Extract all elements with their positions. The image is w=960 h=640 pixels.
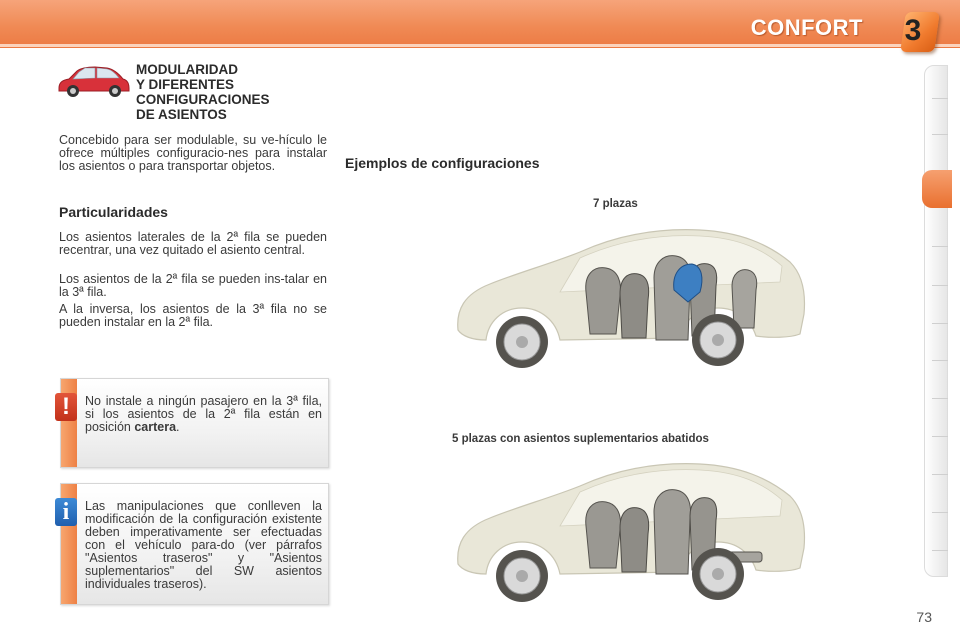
tab-active-chapter[interactable] [922, 170, 952, 208]
tab-marker[interactable] [932, 550, 948, 551]
particularidades-paragraph-1: Los asientos laterales de la 2ª fila se pueden recentrar, una vez quitado el asiento central. [59, 230, 327, 257]
config-5-caption: 5 plazas con asientos suplementarios abatidos [452, 433, 709, 445]
tab-marker[interactable] [932, 246, 948, 247]
warning-text-main: No instale a ningún pasajero en la 3ª fila, si los asientos de la 2ª fila están en posición [85, 394, 322, 434]
section-title: MODULARIDAD Y DIFERENTES CONFIGURACIONES DE ASIENTOS [136, 62, 270, 122]
tab-marker[interactable] [932, 323, 948, 324]
config-7-caption: 7 plazas [593, 198, 638, 210]
warning-text [85, 395, 322, 434]
tab-marker[interactable] [932, 285, 948, 286]
page-number: 73 [916, 609, 932, 625]
tab-marker[interactable] [932, 360, 948, 361]
tab-marker[interactable] [932, 436, 948, 437]
car-7-seats-illustration [450, 222, 810, 372]
tab-marker[interactable] [932, 512, 948, 513]
car-5-seats-illustration [450, 456, 810, 606]
tab-marker[interactable] [932, 134, 948, 135]
examples-heading: Ejemplos de configuraciones [345, 155, 540, 171]
tab-marker[interactable] [932, 474, 948, 475]
chapter-title: CONFORT [750, 15, 863, 40]
chapter-number: 3 [904, 14, 922, 47]
tab-marker[interactable] [932, 398, 948, 399]
tab-marker[interactable] [932, 98, 948, 99]
header-divider [0, 44, 960, 47]
warning-text-end: . [176, 420, 180, 434]
info-icon: i [55, 498, 77, 526]
particularidades-paragraph-2: Los asientos de la 2ª fila se pueden ins-talar en la 3ª fila. [59, 272, 327, 299]
warning-text-bold: cartera [134, 420, 177, 434]
intro-paragraph: Concebido para ser modulable, su ve-hículo le ofrece múltiples configuracio-nes para instalar los asientos o para transportar objetos. [59, 133, 327, 173]
particularidades-paragraph-3: A la inversa, los asientos de la 3ª fila no se pueden instalar en la 2ª fila. [59, 302, 327, 329]
info-text: Las manipulaciones que conlleven la modificación de la configuración existente deben imperativamente ser efectuadas con el vehículo para-do (ver párrafos "Asientos traseros" y "Asientos suplementarios" del SW asientos individuales traseros). [85, 499, 322, 591]
particularidades-heading: Particularidades [59, 204, 168, 220]
info-note [60, 483, 329, 605]
car-icon [55, 62, 131, 100]
exclamation-icon: ! [55, 393, 77, 421]
warning-note [60, 378, 329, 468]
chapter-tab-strip [924, 65, 948, 577]
